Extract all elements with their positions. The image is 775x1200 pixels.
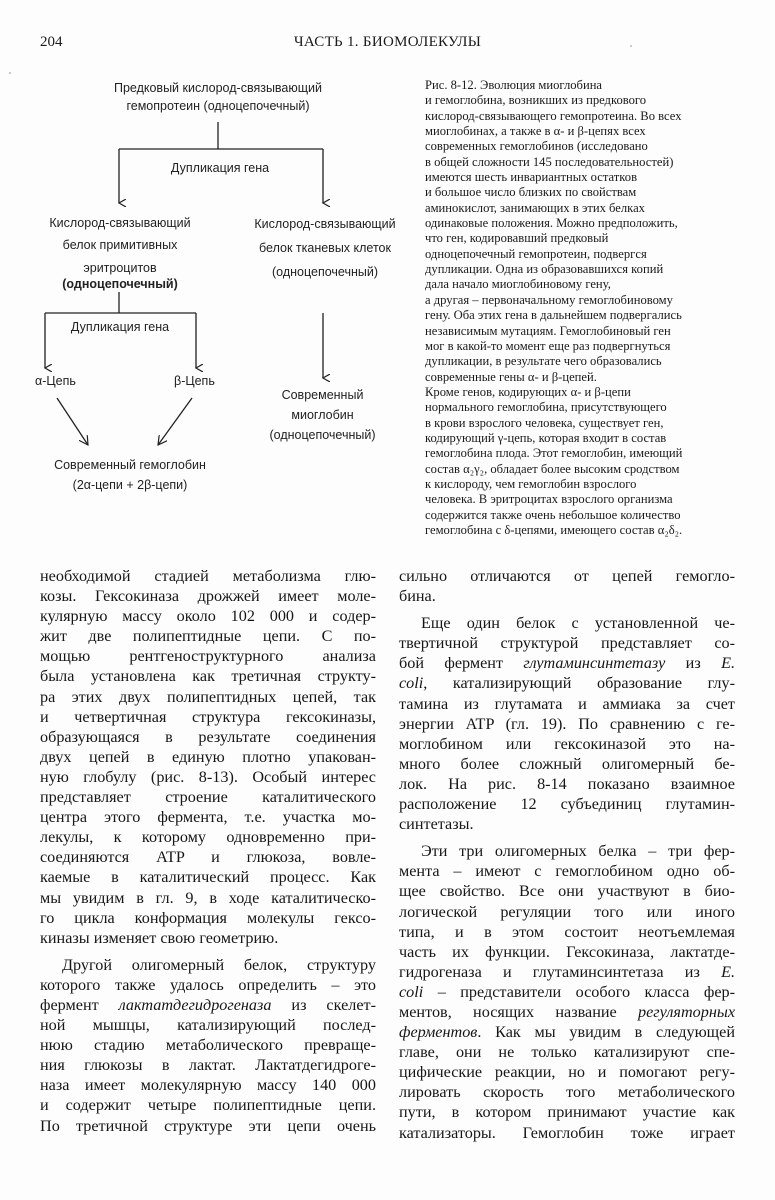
text-line [399,714,735,734]
caption-line: дала начало миоглобиновому гену, [425,277,611,292]
text-run: цифические реакции, но и помогают регу- [399,1063,735,1082]
caption-line: нормального гемоглобина, присутствующего [425,400,667,415]
text-run: мента – имеют с гемоглобином одно об- [399,862,735,881]
node-line: миоглобин [291,408,354,422]
text-line [40,995,376,1015]
text-line [399,1082,735,1102]
italic-term: E. [721,654,736,673]
text-line [40,955,376,975]
text-run: щее свойство. Все они участвуют в био- [399,882,735,901]
text-line [399,673,735,693]
text-run: козы. Гексокиназа дрожжей имеет моле- [40,587,376,606]
node-line: эритроцитов [83,261,157,275]
caption-line: гемоглобина с δ-цепями, имеющего состав α₂δ₂. [425,522,683,537]
node-line: Современный [281,388,364,402]
text-run: необходимой стадией метаболизма глю- [40,567,376,585]
caption-line: дупликации. Одна из образовавшихся копий [425,262,664,277]
caption-line: гемоглобина плода. Этот гемоглобин, имеющий [425,446,683,461]
text-run: кулярную массу около 102 000 и содер- [40,607,376,626]
text-line [40,807,376,827]
caption-line: а другая – первоначальному гемоглобиновому [425,292,673,307]
text-line [399,814,735,834]
text-run: По третичной структуре эти цепи очень [40,1116,376,1135]
text-line [40,867,376,887]
text-run: лок. На рис. 8-14 показано взаимное [399,774,735,793]
text-run: была установлена как третичная структу- [40,667,376,686]
caption-line: одноцепочечный гемопротеин, подвергся [425,246,647,261]
text-run: киназы изменяет свою геометрию. [40,928,279,947]
alpha-chain-node: α-Цепь [35,374,76,388]
text-run: ра этих двух полипептидных цепей, так [40,687,376,706]
text-line [40,687,376,707]
duplication-label-1: Дупликация гена [170,161,270,175]
text-line [40,626,376,646]
text-run: моглобином или гексокиназой это на- [399,734,735,753]
text-line [40,646,376,666]
caption-line: миоглобинах, а также в α- и β-цепях всех [425,124,646,139]
text-run: Эти три олигомерных белка – три фер- [421,842,735,861]
text-line [40,787,376,807]
ancestor-line-2: гемопротеин (одноцепочечный) [126,99,310,113]
text-run: много более сложный олигомерный бе- [399,754,735,773]
text-run: нюю стадию метаболического превраще- [40,1036,376,1055]
node-line: (одноцепочечный) [62,277,178,291]
text-run: гидрогеназа и глутаминсинтетаза из [399,962,722,981]
italic-term: лактатдегидрогеназа [118,995,272,1014]
text-line [399,774,735,794]
text-run: фермент [40,995,119,1014]
text-line [399,613,735,633]
node-line: (одноцепочечный) [269,428,376,442]
text-line [40,827,376,847]
text-run: го цикла конформация молекулы гексо- [40,908,376,927]
text-run: часть их функции. Гексокиназа, лактатде- [399,942,735,961]
text-line [40,1035,376,1055]
text-run: мы увидим в гл. 9, в ходе каталитическо- [40,888,376,907]
caption-line: человека. В эритроцитах взрослого организма [425,492,673,507]
caption-line: одинаковые положения. Можно предположить, [425,216,678,231]
caption-line: что ген, кодировавший предковый [425,231,609,246]
text-run: лекулы, к которому одновременно при- [40,828,376,847]
text-run: пути, в котором принимают участие как [399,1103,735,1122]
text-line [399,633,735,653]
caption-line: состав α₂γ₂, обладает более высоким сродством [425,461,680,476]
text-run: бина. [399,587,436,606]
caption-line: Кроме генов, кодирующих α- и β-цепи [425,384,631,399]
diagram-connectors [0,0,410,560]
text-line [40,606,376,626]
text-run: синтетазы. [399,815,474,834]
caption-line: в общей сложности 145 последовательностей) [425,154,674,169]
caption-line: кислород-связывающего гемопротеина. Во всех [425,108,682,123]
text-line [399,962,735,982]
text-line [399,1123,735,1143]
text-run: которого также удалось определить – это [40,975,376,994]
figure-caption [425,78,745,538]
page-number: 204 [40,34,63,50]
caption-line: и большое число близких по свойствам [425,185,637,200]
text-run: бой фермент [399,654,524,673]
italic-term: coli [399,982,424,1001]
text-run: Другой олигомерный белок, структуру [62,955,376,974]
text-run: твертичной структурой представляет со- [399,634,735,653]
text-run: тамина из глутамата и аммиака за счет [399,694,735,713]
evolution-diagram [0,0,410,560]
node-line: Современный гемоглобин [54,458,206,472]
text-line [40,566,376,586]
text-line [40,666,376,686]
text-line [40,1015,376,1035]
text-run: и содержит четыре полипептидные цепи. [40,1096,376,1115]
text-line [399,734,735,754]
text-run: и четвертичная структура гексокиназы, [40,707,376,726]
caption-line: аминокислот, занимающих в этих белках [425,200,645,215]
text-run: двух цепей в единую плотно упакован- [40,747,376,766]
text-line [399,1002,735,1022]
text-run: представляет строение каталитического [40,788,376,807]
node-line: (одноцепочечный) [272,265,378,279]
text-run: , катализирующий образование глу- [423,674,735,693]
text-run: логической регуляции того или иного [399,902,735,921]
ancestor-line-1: Предковый кислород-связывающий [113,81,323,95]
text-run: центра этого фермента, т.е. участка мо- [40,808,376,827]
text-line [399,902,735,922]
beta-chain-node: β-Цепь [174,374,215,388]
text-run: ную глобулу (рис. 8-13). Особый интерес [40,767,376,786]
text-run: ния глюкозы в лактат. Лактатдегидроге- [40,1056,376,1075]
text-line [40,707,376,727]
caption-line: имеются шесть инвариантных остатков [425,170,638,185]
text-run: образующаяся в результате соединения [40,727,376,746]
caption-line: кодирующий γ-цепь, которая входит в состав [425,430,667,445]
italic-term: глутаминсинтетазу [523,654,666,673]
text-line [40,586,376,606]
italic-term: coli [399,674,424,693]
caption-line: современных гемоглобинов (исследовано [425,139,648,154]
node-line: белок тканевых клеток [259,241,391,255]
text-line [399,841,735,861]
caption-line: независимым мутациям. Гемоглобиновый ген [425,323,671,338]
node-line: Кислород-связывающий [49,216,191,230]
text-run: наза имеет молекулярную массу 140 000 [40,1076,376,1095]
text-run: жит две полипептидные цепи. С по- [40,627,376,646]
text-line [399,1022,735,1042]
text-line [40,975,376,995]
text-line [399,861,735,881]
text-line [40,1075,376,1095]
text-line [399,586,735,606]
caption-line: в крови взрослого человека, существует ген, [425,415,664,430]
text-line [399,1042,735,1062]
body-column-left [40,566,376,1136]
text-run: . Как мы увидим в следующей [477,1023,735,1042]
text-line [40,888,376,908]
caption-line: современные гены α- и β-цепей. [425,369,597,384]
text-line [40,1055,376,1075]
text-line [399,922,735,942]
text-line [399,1062,735,1082]
text-run: типа, и в этом состоит неотъемлемая [399,922,735,941]
node-line: Кислород-связывающий [254,217,396,231]
text-line [40,727,376,747]
node-line: (2α-цепи + 2β-цепи) [72,478,188,492]
text-line [40,847,376,867]
node-line: белок примитивных [62,238,178,252]
text-run: катализаторы. Гемоглобин тоже играет [399,1123,735,1142]
caption-line: и гемоглобина, возникших из предкового [425,93,647,108]
text-run: Еще один белок с установленной че- [421,614,735,633]
text-run: лировать скорость того метаболического [399,1083,735,1102]
text-line [40,928,376,948]
text-run: – представители особого класса фер- [423,982,735,1001]
text-run: ной мышцы, катализирующий послед- [40,1016,376,1035]
running-title: ЧАСТЬ 1. БИОМОЛЕКУЛЫ [293,34,482,50]
text-run: мощью рентгеноструктурного анализа [40,647,376,666]
text-line [399,1102,735,1122]
text-run: расположение 12 субъединиц глутамин- [399,795,735,814]
text-line [399,754,735,774]
text-run: из [665,654,722,673]
text-line [40,1095,376,1115]
text-line [399,794,735,814]
text-run: сильно отличаются от цепей гемогло- [399,567,735,585]
text-run: из скелет- [271,995,376,1014]
italic-term: E. [721,962,735,981]
caption-line: дупликации, в результате чего образовались [425,354,662,369]
text-line [40,747,376,767]
duplication-label-2: Дупликация гена [70,320,170,334]
caption-line: гену. Оба этих гена в дальнейшем подвергались [425,308,682,323]
text-run: энергии ATP (гл. 19). По сравнению с ге- [399,714,735,733]
text-line [399,694,735,714]
caption-line: содержится также очень небольшое количество [425,507,681,522]
caption-line: к кислороду, чем гемоглобин взрослого [425,476,637,491]
italic-term: ферментов [399,1023,478,1042]
text-run: ментов, носящих название [399,1002,639,1021]
text-line [399,653,735,673]
caption-line: мог в какой-то момент еще раз подвергнуться [425,338,671,353]
text-line [399,982,735,1002]
text-run: главе, они не только катализируют спе- [399,1043,735,1062]
text-line [399,881,735,901]
text-line [399,566,735,586]
text-run: соединяются ATP и глюкоза, вовле- [40,848,376,867]
text-line [40,908,376,928]
text-line [40,1116,376,1136]
scan-speck [630,45,632,47]
text-line [40,767,376,787]
text-run: каемые в каталитический процесс. Как [40,868,376,887]
text-line [399,942,735,962]
body-column-right [399,566,735,1143]
caption-line: Рис. 8-12. Эволюция миоглобина [425,78,603,92]
italic-term: регуляторных [638,1002,735,1021]
